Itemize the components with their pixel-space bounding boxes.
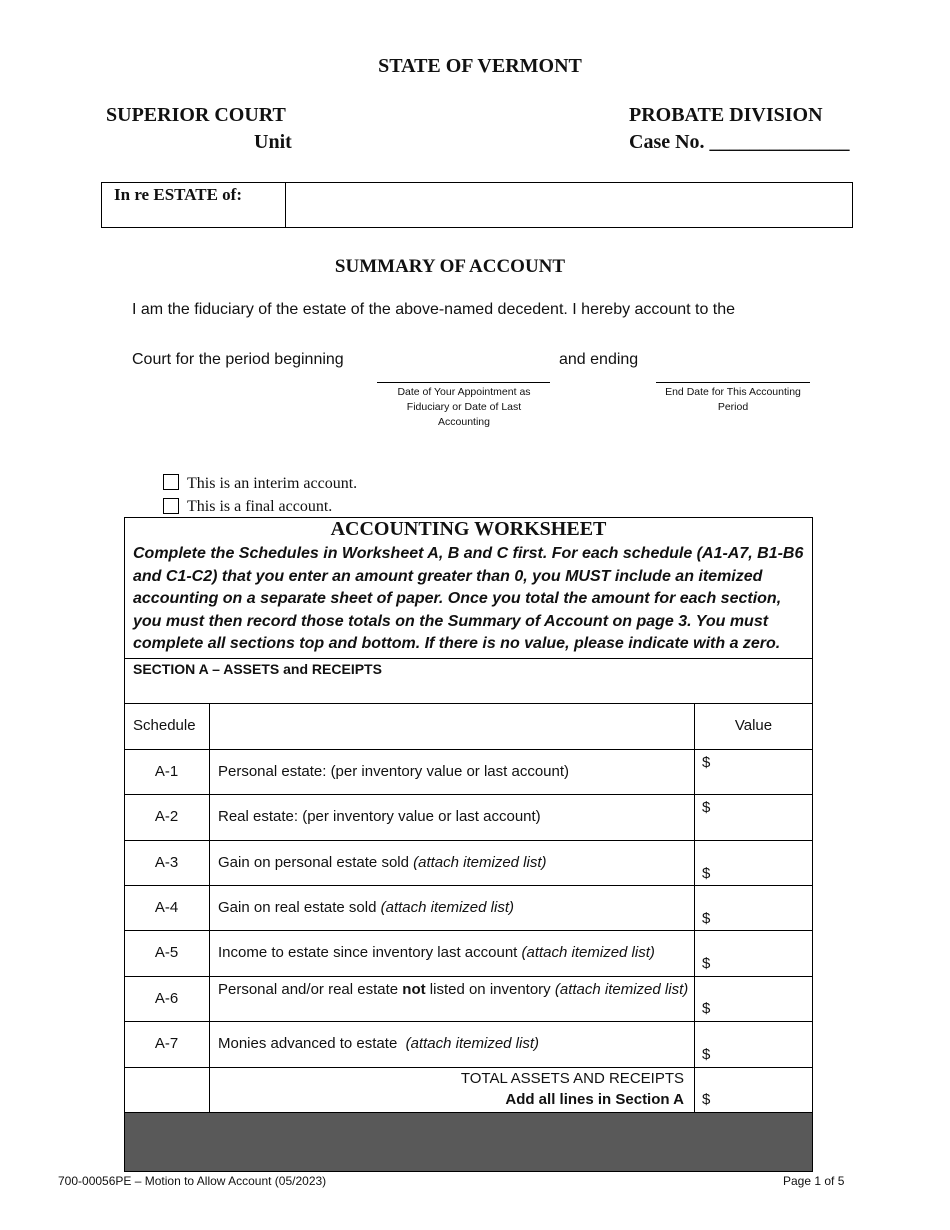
shaded-section — [125, 1113, 812, 1171]
currency-symbol: $ — [702, 955, 711, 972]
schedule-code: A-7 — [154, 1035, 179, 1052]
form-id: 700-00056PE – Motion to Allow Account (05/2023) — [58, 1174, 327, 1188]
currency-symbol: $ — [702, 1000, 711, 1017]
schedule-description: Personal estate: (per inventory value or last account) — [218, 763, 570, 780]
schedule-description: Gain on real estate sold (attach itemized list) — [218, 899, 514, 916]
divider — [124, 930, 813, 931]
value-input-a5[interactable] — [716, 935, 806, 971]
schedule-code: A-6 — [154, 990, 179, 1007]
estate-box — [101, 182, 853, 228]
divider — [124, 1021, 813, 1022]
column-divider — [694, 703, 695, 1112]
final-account-checkbox[interactable] — [163, 498, 179, 514]
end-date-field[interactable] — [656, 382, 810, 383]
divider — [124, 794, 813, 795]
value-input-a7[interactable] — [716, 1026, 806, 1062]
currency-symbol: $ — [702, 799, 711, 816]
schedule-code: A-2 — [154, 808, 179, 825]
value-input-a6[interactable] — [716, 981, 806, 1017]
schedule-description: Personal and/or real estate not listed on inventory (attach itemized list) — [218, 981, 689, 998]
schedule-description: Income to estate since inventory last account (attach itemized list) — [218, 944, 655, 961]
final-account-label: This is a final account. — [187, 498, 333, 515]
schedule-code: A-3 — [154, 854, 179, 871]
currency-symbol: $ — [702, 1046, 711, 1063]
interim-account-label: This is an interim account. — [187, 475, 358, 492]
divider — [124, 885, 813, 886]
fiduciary-statement: I am the fiduciary of the estate of the above-named decedent. I hereby account to the — [132, 301, 736, 318]
unit-label: Unit — [254, 131, 292, 153]
value-input-a2[interactable] — [716, 799, 806, 835]
value-input-a4[interactable] — [716, 890, 806, 926]
schedule-code: A-4 — [154, 899, 179, 916]
schedule-code: A-1 — [154, 763, 179, 780]
schedule-code: A-5 — [154, 944, 179, 961]
court-name: SUPERIOR COURT — [106, 104, 286, 126]
divider — [124, 703, 813, 704]
value-input-a3[interactable] — [716, 845, 806, 881]
total-instruction: Add all lines in Section A — [505, 1091, 684, 1108]
schedule-description: Gain on personal estate sold (attach itemized list) — [218, 854, 547, 871]
divider — [124, 749, 813, 750]
column-divider — [209, 703, 210, 1112]
period-begin-label: Court for the period beginning — [132, 351, 344, 368]
end-date-caption: End Date for This Accounting Period — [665, 386, 801, 413]
currency-symbol: $ — [702, 754, 711, 771]
total-label: TOTAL ASSETS AND RECEIPTS — [460, 1070, 684, 1087]
schedule-description: Monies advanced to estate (attach itemized list) — [218, 1035, 539, 1052]
currency-symbol: $ — [702, 910, 711, 927]
begin-date-field[interactable] — [377, 382, 550, 383]
divider — [124, 840, 813, 841]
case-number-field[interactable]: Case No. ______________ — [629, 131, 850, 153]
worksheet-title: ACCOUNTING WORKSHEET — [330, 518, 607, 540]
currency-symbol: $ — [702, 865, 711, 882]
divider — [124, 1067, 813, 1068]
interim-account-checkbox[interactable] — [163, 474, 179, 490]
divider — [124, 976, 813, 977]
section-a-title: SECTION A – ASSETS and RECEIPTS — [133, 661, 382, 677]
worksheet-instructions: Complete the Schedules in Worksheet A, B and C first. For each schedule (A1-A7, B1-B6 and C1-C2) that you enter an amount greater than 0, you MUST include an itemized accounting on a separate sheet of paper. Once you total the amount for each section, you must then record those totals on the Summary of Account on page 3. You must complete all sections top and bottom. If there is no value, please indicate with a zero. — [133, 545, 804, 652]
page-number: Page 1 of 5 — [783, 1174, 845, 1188]
currency-symbol: $ — [702, 1091, 711, 1108]
schedule-description: Real estate: (per inventory value or last account) — [218, 808, 541, 825]
estate-label: In re ESTATE of: — [102, 183, 286, 227]
state-title: STATE OF VERMONT — [378, 55, 582, 77]
period-end-label: and ending — [559, 351, 639, 368]
begin-date-caption: Date of Your Appointment as Fiduciary or Date of Last Accounting — [397, 386, 531, 428]
total-value-input[interactable] — [716, 1072, 806, 1108]
value-input-a1[interactable] — [716, 754, 806, 790]
divider — [124, 658, 813, 659]
value-column-header: Value — [734, 717, 773, 734]
schedule-column-header: Schedule — [133, 717, 196, 734]
division-name: PROBATE DIVISION — [629, 104, 823, 126]
summary-title: SUMMARY OF ACCOUNT — [334, 256, 566, 277]
